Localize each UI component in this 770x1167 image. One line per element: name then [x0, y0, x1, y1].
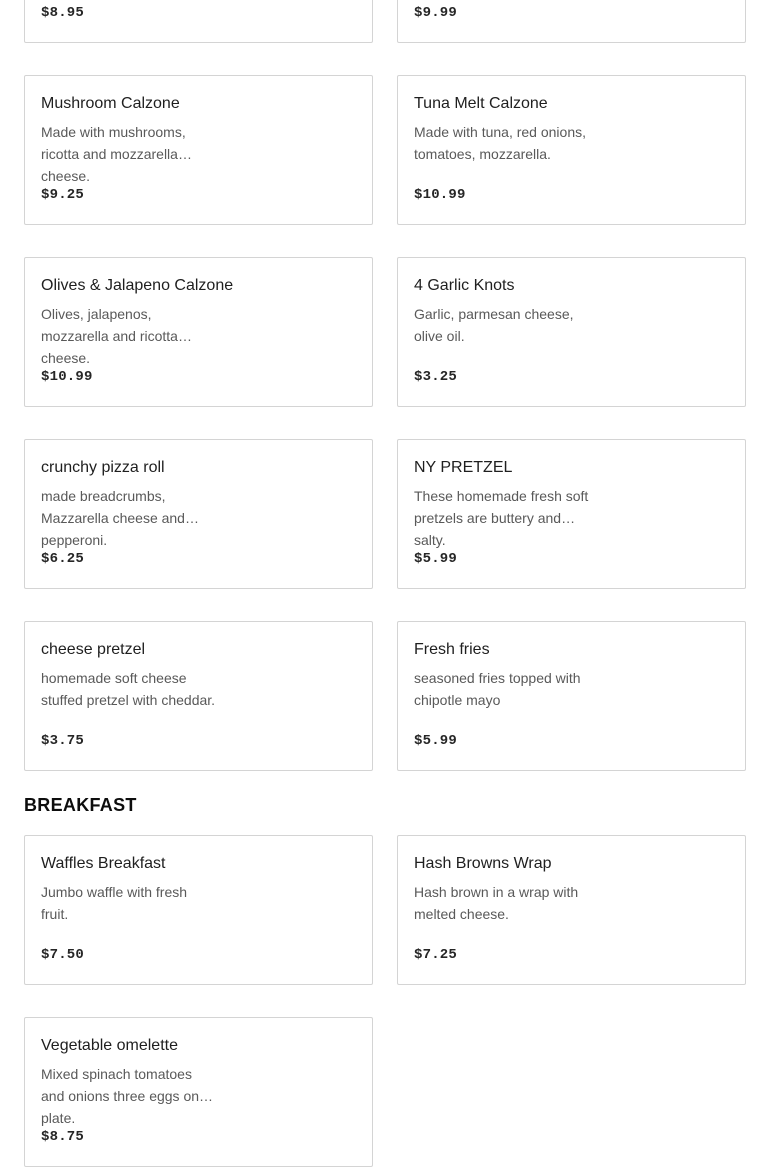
menu-item-card[interactable] — [397, 439, 746, 589]
menu-item-card[interactable] — [397, 835, 746, 985]
menu-item-description: made breadcrumbs, Mazzarella cheese and pepperoni. — [41, 488, 185, 548]
menu-item-price: $10.99 — [41, 369, 93, 385]
menu-item-card[interactable] — [397, 257, 746, 407]
menu-item-name: Hash Browns Wrap — [414, 855, 552, 872]
menu-item-name: NY PRETZEL — [414, 459, 513, 476]
menu-item-description: Made with tuna, red onions, tomatoes, mozzarella. — [414, 124, 586, 162]
menu-item-card[interactable] — [24, 257, 373, 407]
menu-item-description: Hash brown in a wrap with melted cheese. — [414, 884, 579, 922]
menu-item-price: $9.99 — [414, 5, 458, 21]
menu-item-card[interactable] — [24, 75, 373, 225]
menu-item-price: $9.25 — [41, 187, 85, 203]
menu-item-price: $5.99 — [414, 733, 458, 749]
menu-item-card[interactable] — [24, 1017, 373, 1167]
menu-item-card[interactable] — [24, 439, 373, 589]
menu-item-price: $6.25 — [41, 551, 85, 567]
menu-item-description: Jumbo waffle with fresh fruit. — [41, 884, 188, 922]
menu-item-price: $3.25 — [414, 369, 458, 385]
menu-item-name: 4 Garlic Knots — [414, 277, 515, 294]
menu-item-price: $8.75 — [41, 1129, 85, 1145]
menu-item-name: Vegetable omelette — [41, 1037, 178, 1054]
menu-item-price: $7.25 — [414, 947, 458, 963]
menu-item-description: Mixed spinach tomatoes and onions three eggs on a plate. — [41, 1066, 211, 1126]
menu-item-name: Mushroom Calzone — [41, 95, 180, 112]
menu-item-card[interactable] — [397, 621, 746, 771]
menu-item-description: These homemade fresh soft pretzels are buttery and salty. — [414, 488, 589, 548]
menu-item-card[interactable] — [24, 621, 373, 771]
menu-item-price: $8.95 — [41, 5, 85, 21]
menu-item-name: Tuna Melt Calzone — [414, 95, 548, 112]
menu-item-price: $7.50 — [41, 947, 85, 963]
menu-item-description: Garlic, parmesan cheese, olive oil. — [414, 306, 574, 344]
menu-item-name: cheese pretzel — [41, 641, 146, 658]
menu-item-name: Olives & Jalapeno Calzone — [41, 277, 234, 294]
menu-item-price: $5.99 — [414, 551, 458, 567]
menu-item-card[interactable] — [24, 0, 373, 43]
menu-item-description: seasoned fries topped with chipotle mayo — [414, 670, 581, 708]
menu-item-name: Fresh fries — [414, 641, 490, 658]
menu-item-price: $3.75 — [41, 733, 85, 749]
menu-item-description: Made with mushrooms, ricotta and mozzarella cheese. — [41, 124, 186, 184]
menu-item-description: homemade soft cheese stuffed pretzel with cheddar. — [41, 670, 216, 708]
menu-item-name: crunchy pizza roll — [41, 459, 165, 476]
menu-item-card[interactable] — [397, 75, 746, 225]
menu-item-price: $10.99 — [414, 187, 466, 203]
section-heading-breakfast: BREAKFAST — [24, 795, 137, 815]
menu-item-description: Olives, jalapenos, mozzarella and ricotta cheese. — [41, 306, 178, 366]
menu-item-name: Waffles Breakfast — [41, 855, 166, 872]
menu-item-card[interactable] — [397, 0, 746, 43]
menu-item-card[interactable] — [24, 835, 373, 985]
